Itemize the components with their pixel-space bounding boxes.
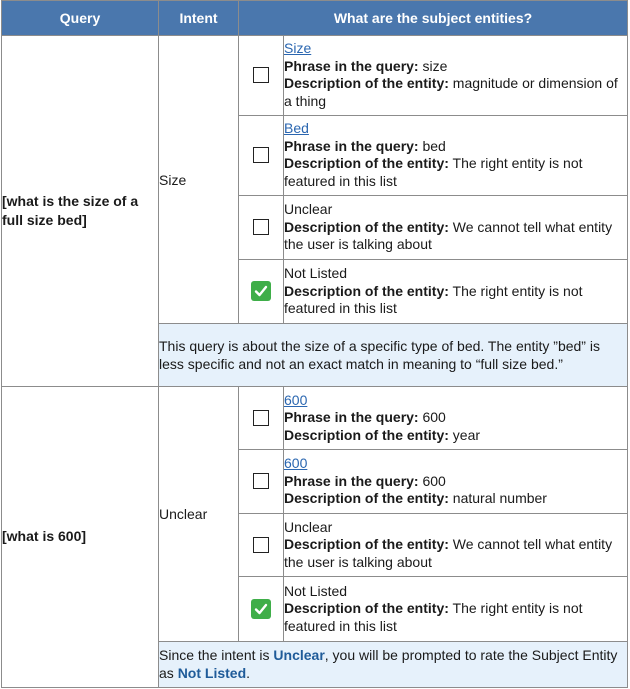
- header-entities: What are the subject entities?: [239, 1, 628, 36]
- description-label: Description of the entity:: [284, 282, 449, 299]
- entity-option: [284, 386, 628, 449]
- description-value: natural number: [452, 490, 547, 507]
- header-row: [2, 1, 628, 36]
- entity-link[interactable]: 600: [284, 391, 308, 408]
- checkbox[interactable]: [253, 147, 269, 163]
- header-intent: Intent: [159, 1, 239, 36]
- entity-link[interactable]: 600: [284, 455, 308, 472]
- entity-link[interactable]: Bed: [284, 120, 309, 137]
- entity-option: [284, 450, 628, 513]
- description-label: Description of the entity:: [284, 426, 449, 443]
- checkbox[interactable]: [253, 537, 269, 553]
- entity-option: [284, 259, 628, 323]
- note-text: , you will be prompted to rate the Subject Entity as: [159, 647, 618, 682]
- checkbox[interactable]: [253, 67, 269, 83]
- entity-link[interactable]: Size: [284, 40, 312, 57]
- checked-checkbox-icon[interactable]: [251, 281, 271, 301]
- description-value: year: [452, 426, 481, 443]
- description-label: Description of the entity:: [284, 490, 449, 507]
- phrase-value: bed: [422, 137, 446, 154]
- entity-name: Not Listed: [284, 582, 348, 599]
- description-label: Description of the entity:: [284, 155, 449, 172]
- checkbox-cell: [239, 115, 284, 196]
- explanation-note: [159, 641, 628, 687]
- checked-checkbox-icon[interactable]: [251, 599, 271, 619]
- entity-option: [284, 513, 628, 576]
- header-query: Query: [2, 1, 159, 36]
- phrase-value: 600: [422, 409, 446, 426]
- entity-option: [284, 577, 628, 641]
- description-label: Description of the entity:: [284, 218, 449, 235]
- description-value: The right entity is not featured in this list: [284, 282, 583, 317]
- query-cell: [what is 600]: [2, 386, 159, 687]
- description-value: We cannot tell what entity the user is talking about: [284, 218, 613, 253]
- checkbox-cell: [239, 513, 284, 576]
- rating-highlight: Not Listed: [177, 665, 247, 682]
- phrase-value: size: [422, 57, 448, 74]
- entity-row: [2, 36, 628, 116]
- checkbox-cell: [239, 259, 284, 323]
- phrase-value: 600: [422, 472, 446, 489]
- entity-option: [284, 36, 628, 116]
- entity-name: Not Listed: [284, 265, 348, 282]
- description-label: Description of the entity:: [284, 600, 449, 617]
- intent-cell: Size: [159, 36, 239, 324]
- entity-option: [284, 196, 628, 259]
- phrase-label: Phrase in the query:: [284, 137, 419, 154]
- checkbox-cell: [239, 196, 284, 259]
- entity-name: Unclear: [284, 518, 333, 535]
- phrase-label: Phrase in the query:: [284, 57, 419, 74]
- explanation-note: This query is about the size of a specific type of bed. The entity ”bed” is less specific and not an exact match in meaning to “full size bed.”: [159, 324, 628, 386]
- checkbox-cell: [239, 577, 284, 641]
- note-text: Since the intent is: [159, 647, 274, 664]
- entity-row: [2, 386, 628, 449]
- checkbox-cell: [239, 450, 284, 513]
- checkbox[interactable]: [253, 473, 269, 489]
- intent-highlight: Unclear: [273, 647, 325, 664]
- checkbox[interactable]: [253, 219, 269, 235]
- note-text: .: [246, 665, 251, 682]
- description-value: magnitude or dimension of a thing: [284, 75, 618, 109]
- checkbox[interactable]: [253, 410, 269, 426]
- entity-guidelines-table: [1, 0, 628, 688]
- description-value: The right entity is not featured in this list: [284, 155, 583, 189]
- description-label: Description of the entity:: [284, 536, 449, 553]
- description-value: The right entity is not featured in this list: [284, 600, 583, 634]
- checkbox-cell: [239, 36, 284, 116]
- intent-cell: Unclear: [159, 386, 239, 641]
- entity-name: Unclear: [284, 201, 333, 218]
- description-value: We cannot tell what entity the user is talking about: [284, 536, 613, 570]
- checkbox-cell: [239, 386, 284, 449]
- entity-option: [284, 115, 628, 196]
- query-cell: [what is the size of a full size bed]: [2, 36, 159, 387]
- phrase-label: Phrase in the query:: [284, 409, 419, 426]
- description-label: Description of the entity:: [284, 75, 449, 92]
- phrase-label: Phrase in the query:: [284, 472, 419, 489]
